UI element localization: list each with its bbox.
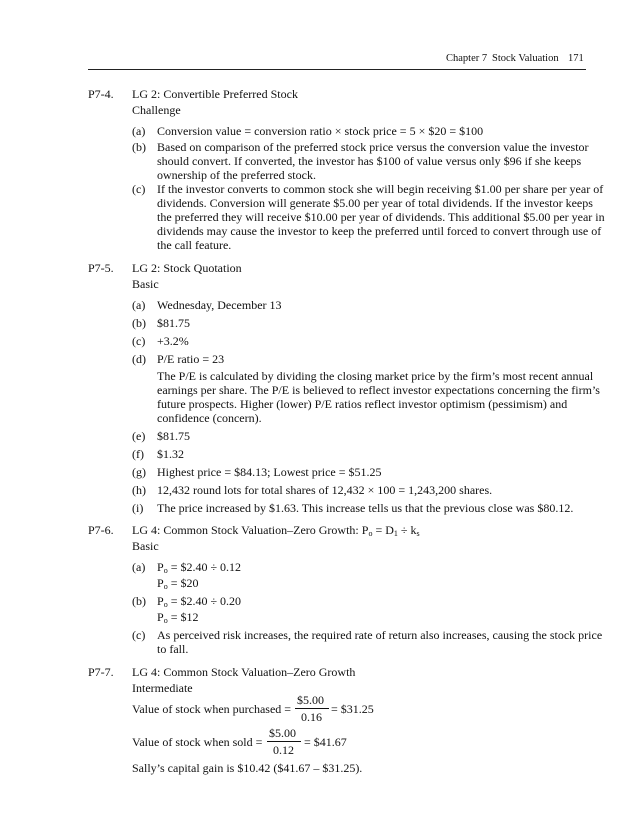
sold-result: = $41.67 (304, 735, 347, 749)
item-text: Based on comparison of the preferred stock price versus the conversion value the investor (157, 140, 589, 154)
pe-explanation: The P/E is calculated by dividing the closing market price by the firm’s most recent annual (157, 369, 594, 383)
item-text: Wednesday, December 13 (157, 298, 282, 312)
item-text: As perceived risk increases, the required rate of return also increases, causing the stock price (157, 628, 603, 642)
item-text: P/E ratio = 23 (157, 352, 225, 366)
item-label: (c) (132, 182, 146, 196)
problem-title: LG 2: Convertible Preferred Stock (132, 87, 298, 101)
item-text: Highest price = $84.13; Lowest price = $51.25 (157, 465, 382, 479)
sold-label: Value of stock when sold = (132, 735, 263, 749)
difficulty-level: Basic (132, 539, 159, 553)
item-text: If the investor converts to common stock she will begin receiving $1.00 per share per year of (157, 182, 604, 196)
formula: $P_o$ = $2.40 ÷ 0.20 (157, 594, 242, 609)
item-text: +3.2% (157, 334, 189, 348)
formula: $P_o$ = $12 (157, 610, 199, 625)
capital-gain: Sally’s capital gain is $10.42 ($41.67 – $31.25). (132, 761, 363, 775)
item-label: (b) (132, 140, 146, 154)
item-label: (b) (132, 594, 146, 608)
difficulty-level: Intermediate (132, 681, 193, 695)
item-text: dividends. Conversion will generate $5.00 per year of total dividends. If the investor keeps (157, 196, 593, 210)
pe-explanation: confidence (concern). (157, 411, 262, 425)
item-text: should convert. If converted, the investor has $100 of value versus only $96 if she keeps (157, 154, 582, 168)
item-text: dividends may cause the investor to keep the preferred until forced to convert through use of (157, 224, 602, 238)
pe-explanation: earnings per share. The P/E is believed to reflect investor expectations concerning the firm’s (157, 383, 600, 397)
difficulty-level: Basic (132, 277, 159, 291)
section-label: Stock Valuation (492, 53, 559, 64)
fraction-denominator: 0.12 (273, 743, 294, 757)
item-text: Conversion value = conversion ratio × stock price = 5 × $20 = $100 (157, 124, 484, 138)
item-label: (d) (132, 352, 146, 366)
fraction-bar (267, 741, 301, 742)
fraction-denominator: 0.16 (301, 710, 322, 724)
chapter-label: Chapter 7 (446, 53, 488, 64)
item-text: $1.32 (157, 447, 184, 461)
problem-number: P7-4. (88, 87, 114, 101)
item-label: (e) (132, 429, 146, 443)
item-text: the call feature. (157, 238, 232, 252)
item-text: $81.75 (157, 316, 190, 330)
item-text: the preferred they will receive $10.00 per year of dividends. This additional $5.00 per year in (157, 210, 605, 224)
fraction-numerator: $5.00 (269, 726, 296, 740)
fraction-bar (295, 708, 329, 709)
item-label: (c) (132, 628, 146, 642)
item-label: (b) (132, 316, 146, 330)
item-label: (i) (132, 501, 144, 515)
page-header (88, 49, 586, 70)
item-text: $81.75 (157, 429, 190, 443)
problem-title: LG 4: Common Stock Valuation–Zero Growth (132, 665, 356, 679)
purchased-label: Value of stock when purchased = (132, 702, 292, 716)
item-label: (g) (132, 465, 146, 479)
purchased-result: = $31.25 (331, 702, 374, 716)
problem-number: P7-7. (88, 665, 114, 679)
formula: $P_o$ = $2.40 ÷ 0.12 (157, 560, 242, 575)
item-label: (a) (132, 298, 146, 312)
fraction-numerator: $5.00 (297, 693, 324, 707)
item-text: to fall. (157, 642, 189, 656)
item-label: (a) (132, 560, 146, 574)
pe-explanation: future prospects. Higher (lower) P/E ratios reflect investor optimism (pessimism) and (157, 397, 568, 411)
item-label: (h) (132, 483, 146, 497)
problem-number: P7-5. (88, 261, 114, 275)
item-text: 12,432 round lots for total shares of 12,432 × 100 = 1,243,200 shares. (157, 483, 493, 497)
problem-number: P7-6. (88, 523, 114, 537)
formula: $P_o$ = $20 (157, 576, 199, 591)
item-text: The price increased by $1.63. This increase tells us that the previous close was $80.12. (157, 501, 574, 515)
difficulty-level: Challenge (132, 103, 181, 117)
item-label: (f) (132, 447, 144, 461)
page-number: 171 (568, 53, 584, 64)
item-text: ownership of the preferred stock. (157, 168, 316, 182)
problem-title: LG 4: Common Stock Valuation–Zero Growth: $P_o = D_1 \div k_s$ (132, 523, 420, 538)
item-label: (c) (132, 334, 146, 348)
item-label: (a) (132, 124, 146, 138)
problem-title: LG 2: Stock Quotation (132, 261, 242, 275)
